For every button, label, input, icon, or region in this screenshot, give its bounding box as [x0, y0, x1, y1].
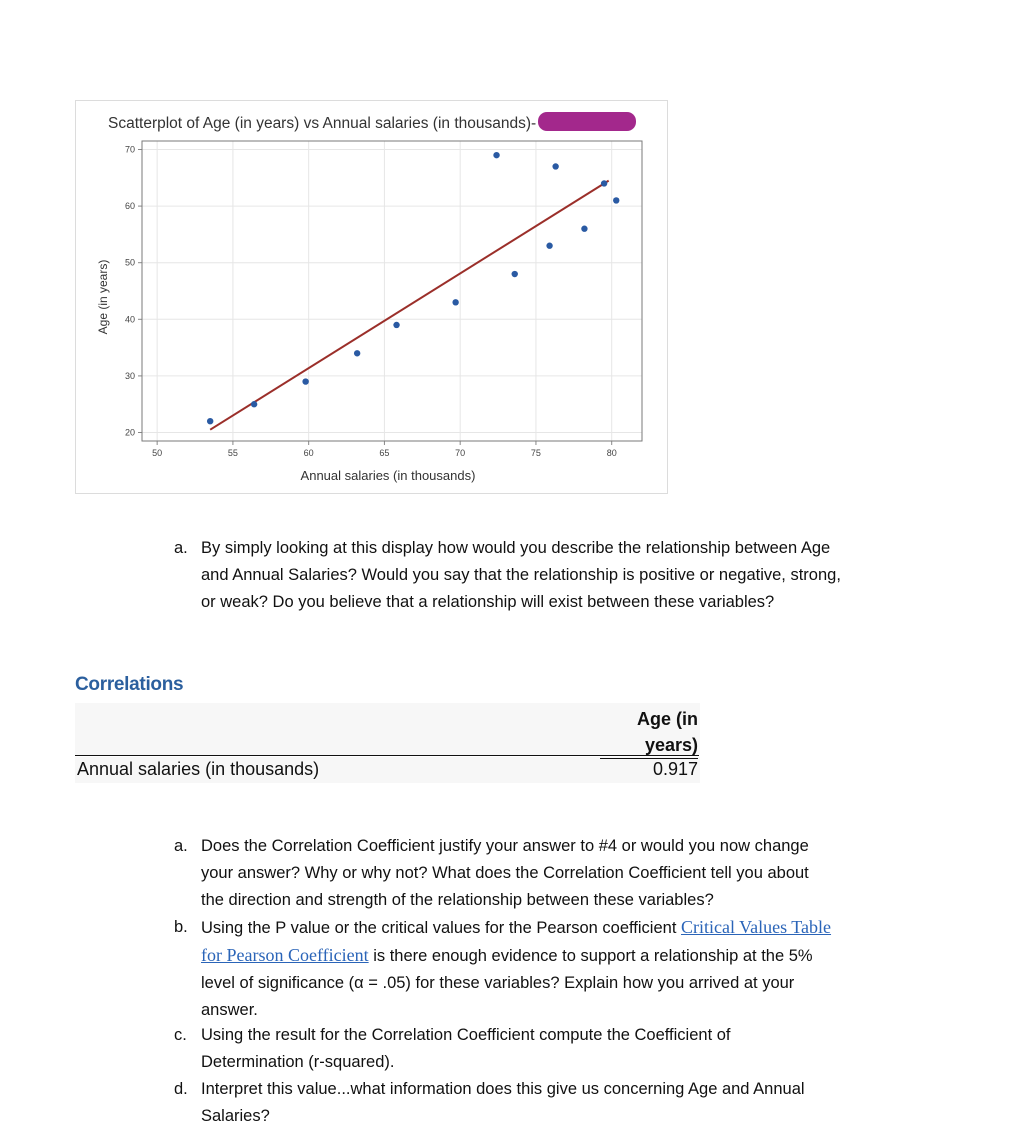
data-point [393, 322, 399, 328]
question-line: Interpret this value...what information does this give us concerning Age and Annual [201, 1080, 805, 1098]
data-point [546, 243, 552, 249]
x-tick-label: 80 [606, 448, 617, 458]
y-tick-label: 50 [124, 257, 135, 268]
x-tick-label: 65 [379, 448, 390, 458]
question-label: c. [174, 1026, 187, 1044]
question-line [201, 914, 881, 942]
correlations-column-header [600, 706, 698, 759]
redaction-mark [538, 112, 636, 131]
question-line: Does the Correlation Coefficient justify your answer to #4 or would you now change [201, 837, 809, 855]
question-line: your answer? Why or why not? What does the Correlation Coefficient tell you about [201, 864, 809, 882]
question-label: d. [174, 1080, 188, 1098]
y-tick-label: 70 [124, 144, 135, 155]
scatterplot-svg [76, 101, 667, 493]
data-point [552, 163, 558, 169]
y-axis-label: Age (in years) [96, 259, 110, 335]
regression-line [210, 181, 608, 430]
question-line: the direction and strength of the relationship between these variables? [201, 891, 714, 909]
question-label: b. [174, 918, 188, 936]
data-point [613, 197, 619, 203]
x-tick-label: 75 [530, 448, 541, 458]
x-tick-label: 50 [152, 448, 163, 458]
x-axis-label: Annual salaries (in thousands) [300, 468, 476, 483]
question-label: a. [174, 539, 188, 557]
question-line: By simply looking at this display how would you describe the relationship between Age [201, 539, 831, 557]
data-point [354, 350, 360, 356]
question-line: Salaries? [201, 1107, 270, 1125]
question-line: Determination (r-squared). [201, 1053, 395, 1071]
pearson-coefficient-link[interactable]: for Pearson Coefficient [201, 945, 369, 965]
critical-values-link[interactable]: Critical Values Table [680, 917, 832, 937]
column-header-line1: Age (in [637, 709, 698, 729]
chart-title: Scatterplot of Age (in years) vs Annual salaries (in thousands)- [108, 115, 537, 132]
column-header-line2: years) [600, 732, 698, 759]
data-point [493, 152, 499, 158]
y-tick-label: 20 [124, 427, 135, 438]
data-point [512, 271, 518, 277]
data-point [251, 401, 257, 407]
plot-frame [142, 141, 642, 441]
x-tick-label: 55 [227, 448, 238, 458]
question-text: is there enough evidence to support a relationship at the 5% [368, 947, 813, 965]
question-line: and Annual Salaries? Would you say that the relationship is positive or negative, strong, [201, 566, 841, 584]
data-point [601, 180, 607, 186]
correlations-title: Correlations [75, 674, 184, 695]
y-tick-label: 60 [124, 201, 135, 212]
data-point [302, 378, 308, 384]
data-point [581, 226, 587, 232]
y-tick-label: 40 [124, 314, 135, 325]
question-line: answer. [201, 1001, 258, 1019]
correlations-row-label: Annual salaries (in thousands) [77, 759, 320, 779]
correlation-value: 0.917 [652, 759, 698, 779]
question-line: level of significance (α = .05) for these variables? Explain how you arrived at your [201, 974, 795, 992]
y-tick-label: 30 [124, 370, 135, 381]
data-point [452, 299, 458, 305]
question-text: Using the P value or the critical values for the Pearson coefficient [201, 919, 681, 937]
question-line: Using the result for the Correlation Coefficient compute the Coefficient of [201, 1026, 731, 1044]
question-line [201, 942, 881, 970]
data-point [207, 418, 213, 424]
x-tick-label: 60 [303, 448, 314, 458]
question-label: a. [174, 837, 188, 855]
question-line: or weak? Do you believe that a relationship will exist between these variables? [201, 593, 775, 611]
x-tick-label: 70 [455, 448, 466, 458]
scatterplot-figure [75, 100, 668, 494]
